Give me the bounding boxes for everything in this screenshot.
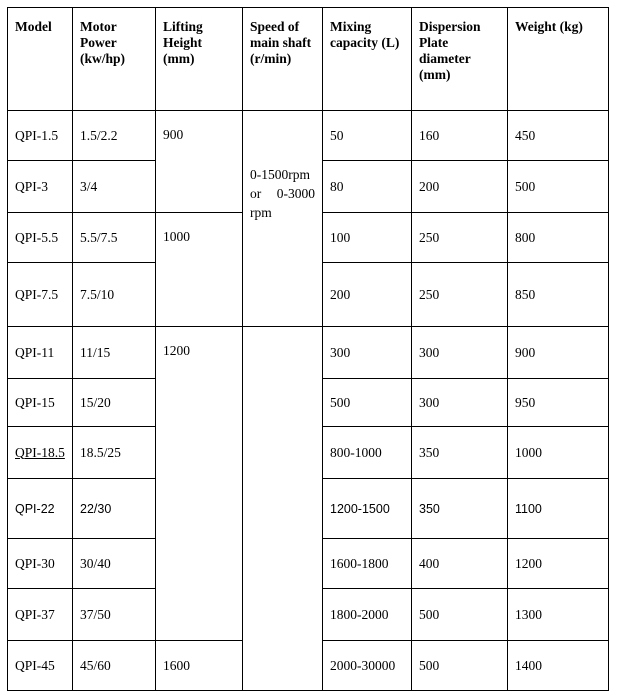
cell-lifting-height: 1200 [156, 327, 243, 641]
header-speed: Speed of main shaft (r/min) [243, 8, 323, 111]
cell-weight: 900 [508, 327, 609, 379]
cell-plate: 350 [412, 479, 508, 539]
cell-capacity: 80 [323, 161, 412, 213]
cell-power: 18.5/25 [73, 427, 156, 479]
cell-weight: 1400 [508, 641, 609, 691]
cell-plate: 500 [412, 589, 508, 641]
cell-weight: 1100 [508, 479, 609, 539]
cell-power: 1.5/2.2 [73, 111, 156, 161]
cell-power: 37/50 [73, 589, 156, 641]
cell-model: QPI-37 [8, 589, 73, 641]
cell-plate: 300 [412, 327, 508, 379]
cell-speed-empty [243, 327, 323, 691]
cell-plate: 250 [412, 213, 508, 263]
cell-capacity: 500 [323, 379, 412, 427]
cell-plate: 350 [412, 427, 508, 479]
cell-plate: 200 [412, 161, 508, 213]
cell-model: QPI-1.5 [8, 111, 73, 161]
cell-weight: 800 [508, 213, 609, 263]
cell-plate: 400 [412, 539, 508, 589]
cell-plate: 160 [412, 111, 508, 161]
cell-power: 45/60 [73, 641, 156, 691]
cell-model: QPI-18.5 [8, 427, 73, 479]
cell-power: 7.5/10 [73, 263, 156, 327]
cell-power: 11/15 [73, 327, 156, 379]
cell-plate: 500 [412, 641, 508, 691]
header-lifting-height: Lifting Height (mm) [156, 8, 243, 111]
cell-lifting-height: 1000 [156, 213, 243, 327]
cell-capacity: 1200-1500 [323, 479, 412, 539]
cell-power: 22/30 [73, 479, 156, 539]
cell-plate: 300 [412, 379, 508, 427]
cell-capacity: 100 [323, 213, 412, 263]
cell-power: 5.5/7.5 [73, 213, 156, 263]
cell-power: 15/20 [73, 379, 156, 427]
cell-capacity: 1800-2000 [323, 589, 412, 641]
cell-weight: 450 [508, 111, 609, 161]
cell-lifting-height: 900 [156, 111, 243, 213]
cell-capacity: 300 [323, 327, 412, 379]
cell-capacity: 200 [323, 263, 412, 327]
cell-weight: 1000 [508, 427, 609, 479]
header-model: Model [8, 8, 73, 111]
header-motor-power: Motor Power (kw/hp) [73, 8, 156, 111]
cell-power: 30/40 [73, 539, 156, 589]
header-row [8, 8, 609, 111]
cell-weight: 850 [508, 263, 609, 327]
cell-lifting-height: 1600 [156, 641, 243, 691]
cell-plate: 250 [412, 263, 508, 327]
table-row [8, 111, 609, 161]
speed-value: 0-1500rpm or 0-3000 rpm [250, 167, 315, 220]
cell-weight: 1200 [508, 539, 609, 589]
table-row [8, 327, 609, 379]
cell-weight: 500 [508, 161, 609, 213]
cell-model: QPI-5.5 [8, 213, 73, 263]
cell-capacity: 50 [323, 111, 412, 161]
cell-model: QPI-15 [8, 379, 73, 427]
spec-table [7, 7, 609, 691]
cell-model: QPI-22 [8, 479, 73, 539]
header-dispersion-plate: Dispersion Plate diameter (mm) [412, 8, 508, 111]
header-weight: Weight (kg) [508, 8, 609, 111]
cell-capacity: 1600-1800 [323, 539, 412, 589]
cell-capacity: 2000-30000 [323, 641, 412, 691]
cell-weight: 1300 [508, 589, 609, 641]
cell-speed [243, 111, 323, 327]
header-mixing-capacity: Mixing capacity (L) [323, 8, 412, 111]
cell-model: QPI-30 [8, 539, 73, 589]
cell-model: QPI-7.5 [8, 263, 73, 327]
cell-power: 3/4 [73, 161, 156, 213]
cell-model: QPI-45 [8, 641, 73, 691]
cell-model: QPI-3 [8, 161, 73, 213]
cell-capacity: 800-1000 [323, 427, 412, 479]
cell-model: QPI-11 [8, 327, 73, 379]
cell-weight: 950 [508, 379, 609, 427]
